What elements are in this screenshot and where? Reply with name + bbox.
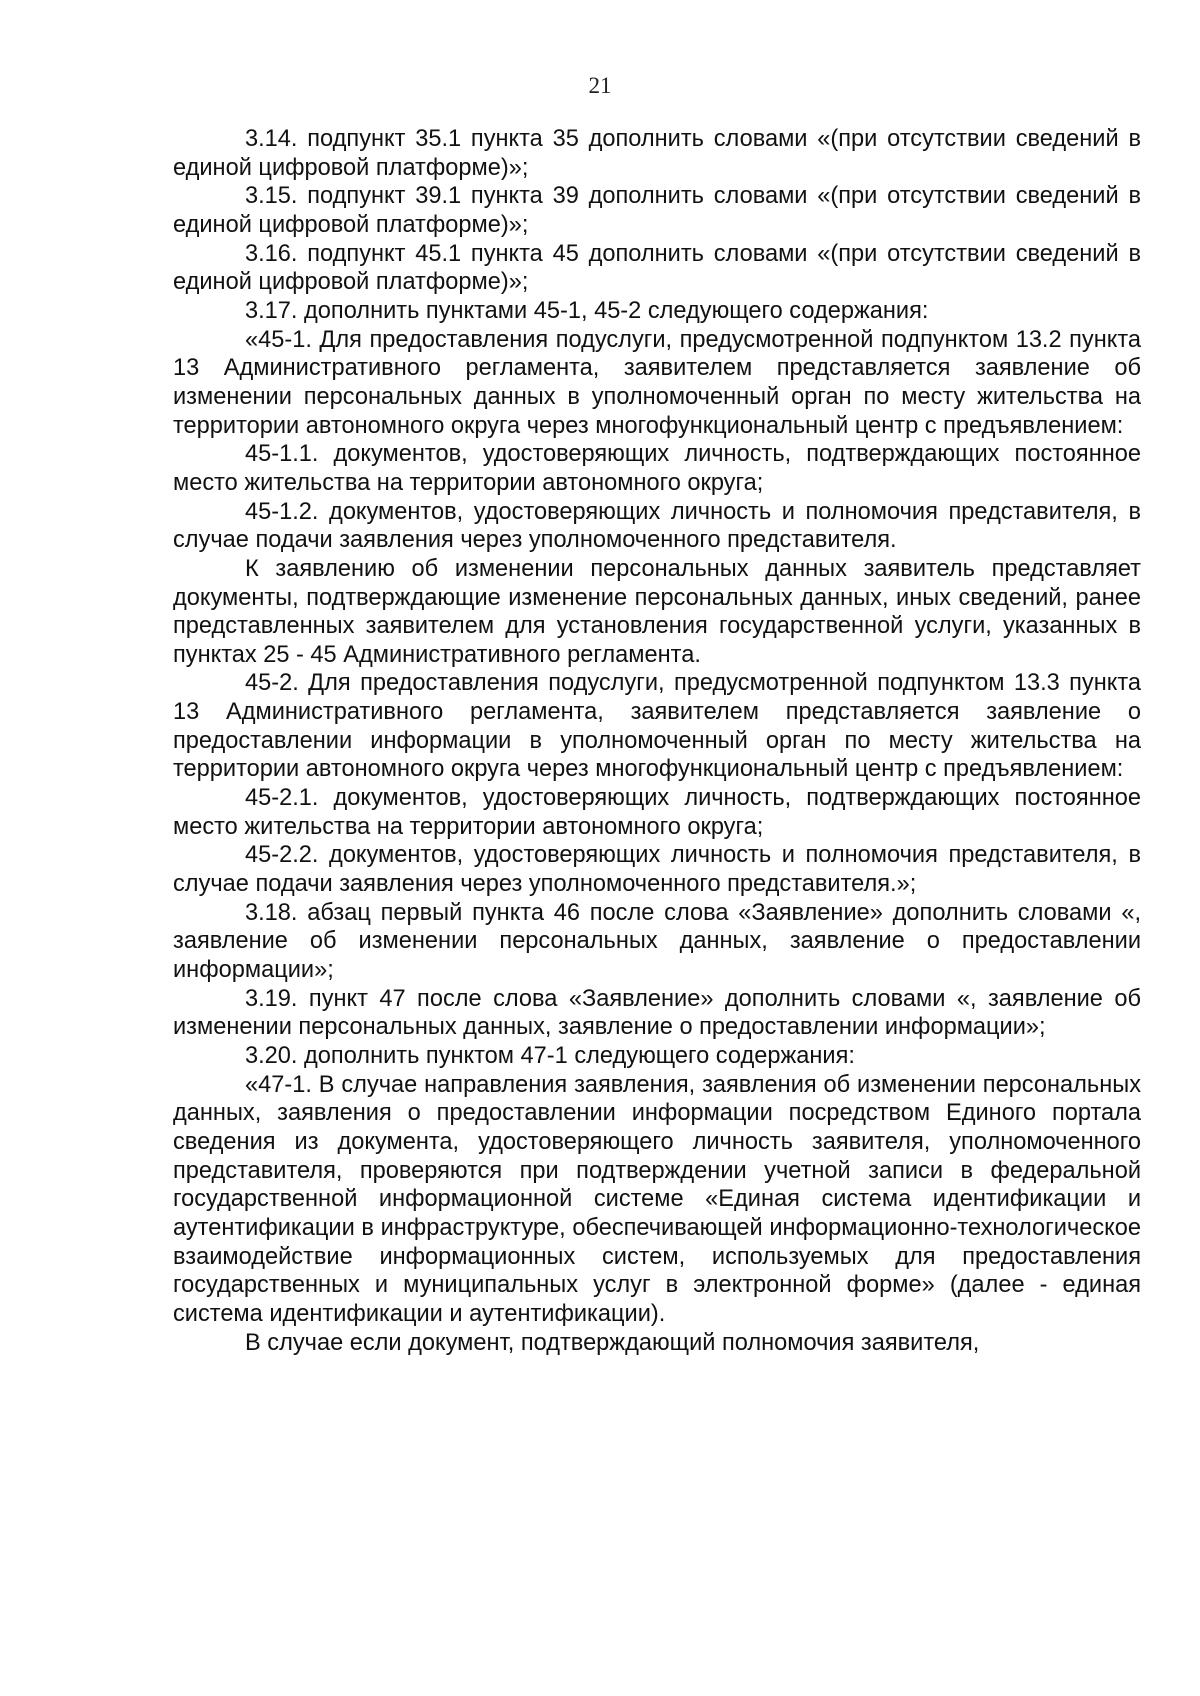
paragraph-personal-data-docs: К заявлению об изменении персональных данных заявитель представляет документы, подтверждающие изменение персональных данных, иных сведений, ранее представленных заявителем для установления государственной услуги, указанных в пунктах 25 - 45 Административного регламента.	[173, 555, 1141, 668]
paragraph-authority-document: В случае если документ, подтверждающий полномочия заявителя,	[245, 1329, 980, 1356]
paragraph-3-17: 3.17. дополнить пунктами 45-1, 45-2 следующего содержания:	[245, 297, 929, 324]
paragraph-45-1-2: 45-1.2. документов, удостоверяющих личность и полномочия представителя, в случае подачи заявления через уполномоченного представителя.	[173, 498, 1141, 554]
paragraph-3-18: 3.18. абзац первый пункта 46 после слова «Заявление» дополнить словами «, заявление об изменении персональных данных, заявление о предоставлении информации»;	[173, 899, 1141, 984]
document-body	[173, 125, 1141, 1357]
paragraph-47-1: «47-1. В случае направления заявления, заявления об изменении персональных данных, заявления о предоставлении информации посредством Единого портала сведения из документа, удостоверяющего личность заявителя, уполномоченного представителя, проверяются при подтверждении учетной записи в федеральной государственной информационной системе «Единая система идентификации и аутентификации в инфраструктуре, обеспечивающей информационно-технологическое взаимодействие информационных систем, используемых для предоставления государственных и муниципальных услуг в электронной форме» (далее - единая система идентификации и аутентификации).	[173, 1071, 1141, 1327]
paragraph-45-2-1: 45-2.1. документов, удостоверяющих личность, подтверждающих постоянное место жительства на территории автономного округа;	[173, 785, 1141, 840]
paragraph-3-19: 3.19. пункт 47 после слова «Заявление» дополнить словами «, заявление об изменении персональных данных, заявление о предоставлении информации»;	[173, 985, 1141, 1041]
page-number: 21	[588, 73, 612, 98]
paragraph-3-14: 3.14. подпункт 35.1 пункта 35 дополнить словами «(при отсутствии сведений в единой цифровой платформе)»;	[173, 126, 1141, 181]
paragraph-3-15: 3.15. подпункт 39.1 пункта 39 дополнить словами «(при отсутствии сведений в единой цифровой платформе)»;	[173, 183, 1141, 238]
paragraph-3-20: 3.20. дополнить пунктом 47-1 следующего содержания:	[245, 1043, 855, 1069]
paragraph-45-1: «45-1. Для предоставления подуслуги, предусмотренной подпунктом 13.2 пункта 13 Административного регламента, заявителем представляется заявление об изменении персональных данных в уполномоченный орган по месту жительства на территории автономного округа через многофункциональный центр с предъявлением:	[173, 326, 1141, 439]
paragraph-45-1-1: 45-1.1. документов, удостоверяющих личность, подтверждающих постоянное место жительства на территории автономного округа;	[173, 441, 1141, 496]
paragraph-3-16: 3.16. подпункт 45.1 пункта 45 дополнить словами «(при отсутствии сведений в единой цифровой платформе)»;	[173, 240, 1141, 296]
paragraph-45-2-2: 45-2.2. документов, удостоверяющих личность и полномочия представителя, в случае подачи заявления через уполномоченного представителя.»;	[173, 842, 1141, 898]
paragraph-45-2: 45-2. Для предоставления подуслуги, предусмотренной подпунктом 13.3 пункта 13 Административного регламента, заявителем представляется заявление о предоставлении информации в уполномоченный орган по месту жительства на территории автономного округа через многофункциональный центр с предъявлением:	[173, 670, 1141, 783]
